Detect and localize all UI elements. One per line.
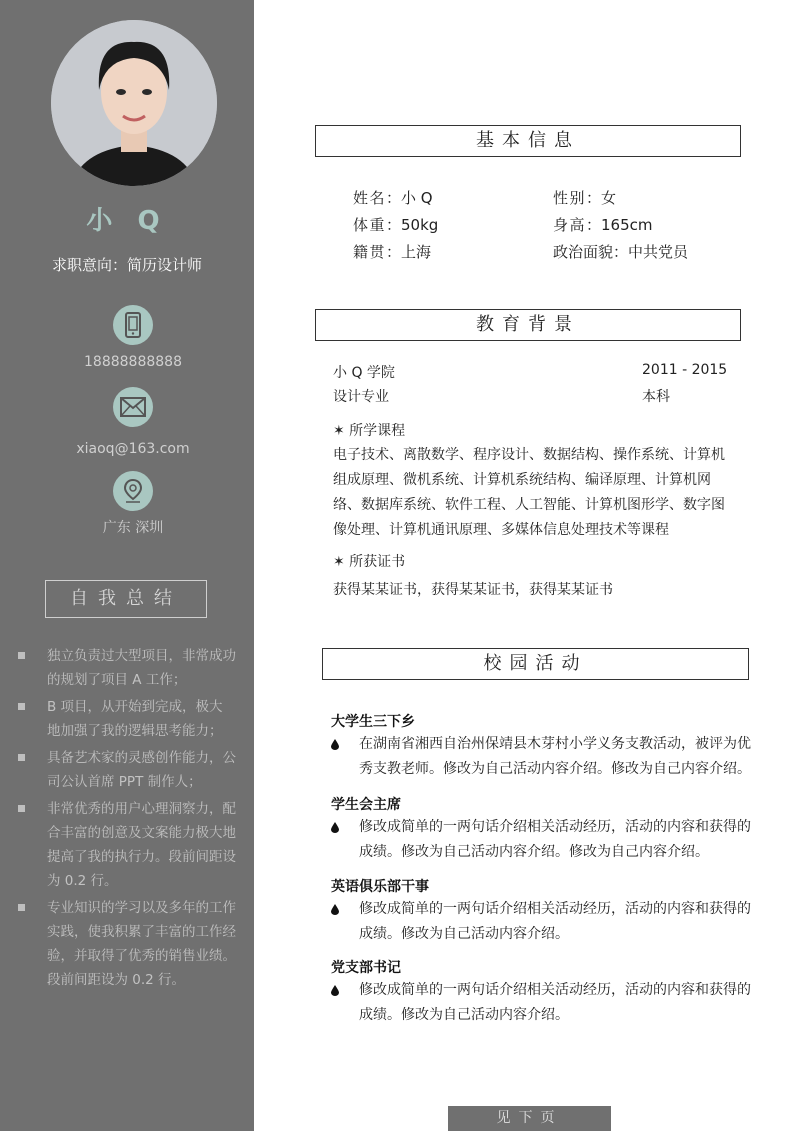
weight-row: 体重：50kg <box>353 216 439 234</box>
job-intent: 求职意向：简历设计师 <box>51 256 202 274</box>
email-address: xiaoq@163.com <box>76 441 190 457</box>
list-item: 非常优秀的用户心理洞察力，配合丰富的创意及文案能力极大地提高了我的执行力。段前间距设为 0.2 行。 <box>18 797 236 893</box>
activity-title: 学生会主席 <box>331 797 401 813</box>
courses-heading: ✶ 所学课程 <box>333 423 406 439</box>
major: 设计专业 <box>333 389 389 405</box>
drop-icon <box>331 904 339 915</box>
drop-icon <box>331 822 339 833</box>
activity-item: 修改成简单的一两句话介绍相关活动经历，活动的内容和获得的成绩。修改为自己活动内容介绍。 <box>331 897 761 947</box>
courses-text: 电子技术、离散数学、程序设计、数据结构、操作系统、计算机组成原理、微机系统、计算机系统结构、编译原理、计算机网络、数据库系统、软件工程、人工智能、计算机图形学、数字图像处理、计算机通讯原理、多媒体信息处理技术等课程 <box>333 447 725 538</box>
list-item: 独立负责过大型项目，非常成功的规划了项目 A 工作； <box>18 644 236 692</box>
summary-list <box>18 644 236 995</box>
list-item: 具备艺术家的灵感创作能力，公司公认首席 PPT 制作人； <box>18 746 236 794</box>
location-icon <box>113 471 153 511</box>
activity-item: 修改成简单的一两句话介绍相关活动经历，活动的内容和获得的成绩。修改为自己活动内容介绍。 <box>331 978 761 1028</box>
mail-icon <box>113 387 153 427</box>
drop-icon <box>331 739 339 750</box>
certs-heading: ✶ 所获证书 <box>333 554 406 570</box>
school-name: 小 Q 学院 <box>333 365 395 381</box>
origin-row: 籍贯：上海 <box>353 243 432 261</box>
activity-title: 英语俱乐部干事 <box>331 879 429 895</box>
name-row: 姓名：小 Q <box>353 189 433 207</box>
campus-title: 校园活动 <box>322 648 749 680</box>
education-title: 教育背景 <box>315 309 741 341</box>
degree: 本科 <box>642 389 670 405</box>
list-item: B 项目，从开始到完成，极大地加强了我的逻辑思考能力； <box>18 695 236 743</box>
phone-icon <box>113 305 153 345</box>
next-page-label: 见下页 <box>448 1106 611 1131</box>
activity-title: 党支部书记 <box>331 960 401 976</box>
activity-item: 修改成简单的一两句话介绍相关活动经历，活动的内容和获得的成绩。修改为自己活动内容介绍。修改为自己内容介绍。 <box>331 815 761 865</box>
activity-title: 大学生三下乡 <box>331 714 415 730</box>
study-period: 2011 - 2015 <box>642 362 728 378</box>
phone-number: 18888888888 <box>84 354 182 370</box>
height-row: 身高：165cm <box>553 216 653 234</box>
candidate-name: 小 Q <box>86 206 168 236</box>
certs-text: 获得某某证书，获得某某证书，获得某某证书 <box>333 582 613 598</box>
basic-info-title: 基本信息 <box>315 125 741 157</box>
summary-title: 自我总结 <box>45 580 207 618</box>
gender-row: 性别：女 <box>553 189 617 207</box>
activity-item: 在湖南省湘西自治州保靖县木芽村小学义务支教活动，被评为优秀支教老师。修改为自己活动内容介绍。修改为自己内容介绍。 <box>331 732 761 782</box>
list-item: 专业知识的学习以及多年的工作实践，使我积累了丰富的工作经验，并取得了优秀的销售业绩。段前间距设为 0.2 行。 <box>18 896 236 992</box>
avatar <box>51 20 217 186</box>
sidebar <box>0 0 254 1131</box>
location: 广东 深圳 <box>102 520 164 536</box>
drop-icon <box>331 985 339 996</box>
politics-row: 政治面貌：中共党员 <box>553 243 689 261</box>
portrait-icon <box>51 20 217 186</box>
